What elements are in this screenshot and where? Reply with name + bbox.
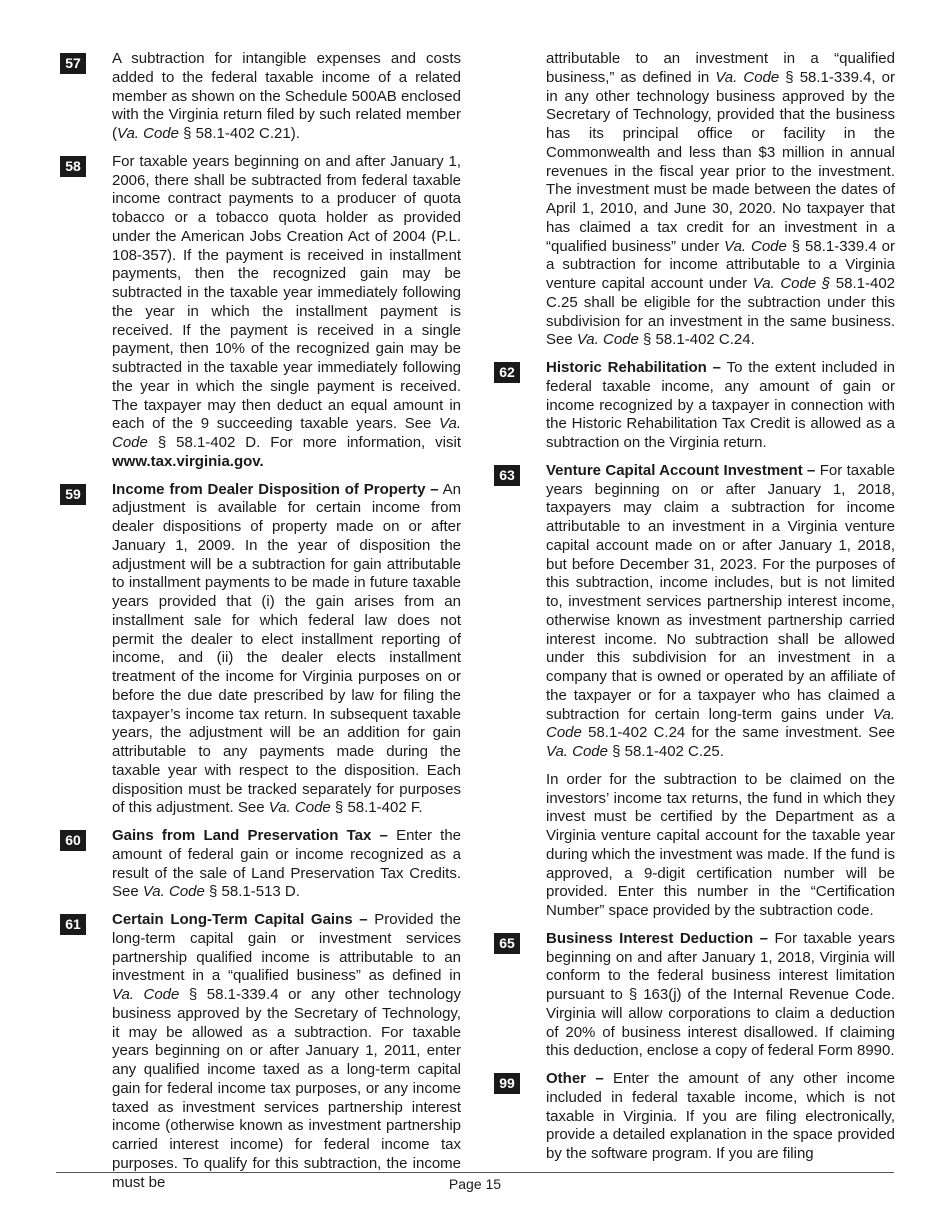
body-text: Enter the amount of federal gain or income recognized as a result of the sale of Land Preservation Tax Credits. See <box>112 827 462 901</box>
body-text: For taxable years beginning on and after January 1, 2018, Virginia will conform to the federal business interest limitation pursuant to § 163(j) of the Internal Revenue Code. Virginia will allow corporations to claim a deduction of 20% of business interest disallowed. If claiming this deduction, enclose a copy of federal Form 8990. <box>546 929 895 1060</box>
continuation-paragraph <box>490 771 895 921</box>
item-text <box>546 771 895 921</box>
body-text: § 58.1-402 F. <box>330 799 423 817</box>
right-column <box>490 50 895 1173</box>
code-citation: Va. Code <box>117 125 179 142</box>
subtraction-item-60 <box>56 827 461 902</box>
item-text <box>112 911 461 1192</box>
item-text <box>112 50 461 144</box>
subtraction-item-99 <box>490 1070 895 1164</box>
subtraction-item-59 <box>56 481 461 819</box>
code-citation: Va. Code <box>268 799 331 817</box>
body-text: § 58.1-402 D. For more information, visit <box>147 434 461 451</box>
left-column <box>56 50 461 1201</box>
item-text <box>112 827 461 902</box>
code-citation: Va. Code <box>142 883 205 901</box>
body-text: In order for the subtraction to be claimed on the investors’ income tax returns, the fund in which they invest must be certified by the Department as a Virginia venture capital account for the taxable year during which the investment was made. If the fund is approved, a 9-digit certification number will be provided. Enter this number in the “Certification Number” space provided by the subtraction code. <box>546 770 895 919</box>
item-heading: Certain Long-Term Capital Gains – <box>112 911 368 928</box>
body-text: Enter the amount of any other income included in federal taxable income, which is not taxable in Virginia. If you are filing electronically, provide a detailed explanation in the space provided by the software program. If you are filing <box>546 1070 895 1162</box>
item-number-badge: 61 <box>60 914 86 935</box>
subtraction-item-61 <box>56 911 461 1192</box>
continuation-paragraph <box>490 50 895 350</box>
item-number-badge: 62 <box>494 362 520 383</box>
code-citation: Va. Code <box>112 986 180 1003</box>
item-text <box>546 930 895 1061</box>
body-text: § 58.1-513 D. <box>204 883 300 901</box>
website-link-text: www.tax.virginia.gov. <box>112 452 264 470</box>
body-text: § 58.1-402 C.24. <box>638 331 755 349</box>
body-text: Provided the long-term capital gain or investment services partnership qualified income is attributable to an investment in a “qualified business” as defined in <box>112 911 461 985</box>
body-text: § 58.1-339.4, or in any other technology business approved by the Secretary of Technology, provided that the business has its principal office or facility in the Commonwealth and less than $3 million in annual revenues in the fiscal year prior to the investment. The investment must be made between the dates of April 1, 2010, and June 30, 2020. No taxpayer that has claimed a tax credit for an investment in a “qualified business” under <box>546 68 895 255</box>
item-number-badge: 57 <box>60 53 86 74</box>
body-text: 58.1-402 C.24 for the same investment. See <box>581 724 895 742</box>
item-number-badge: 65 <box>494 933 520 954</box>
subtraction-item-63 <box>490 462 895 762</box>
code-citation: Va. Code <box>715 68 780 86</box>
subtraction-item-58 <box>56 153 461 472</box>
item-text <box>546 50 895 350</box>
body-text: § 58.1-339.4 or any other technology business approved by the Secretary of Technology, it may be allowed as a subtraction. For taxable years beginning on or after January 1, 2011, enter any qualified income taxed as a long-term capital gain for federal income tax purposes, or any income taxed as investment services partnership interest income (otherwise known as investment partnership carried interest income) for federal income tax purposes. To qualify for this subtraction, the income must be <box>112 986 461 1191</box>
body-text: An adjustment is available for certain income from dealer dispositions of property made on or after January 1, 2009. In the year of disposition the adjustment will be a subtraction for gain attributable to installment payments to be made in future taxable years provided that (i) the gain arises from an installment sale for which federal law does not permit the dealer to elect installment reporting of income, and (ii) the dealer elects installment treatment of the income for Virginia purposes on or before the due date prescribed by law for filing the taxpayer’s income tax return. In subsequent taxable years, the adjustment will be an addition for gain attributable to any payments made during the taxable year with respect to the disposition. Each disposition must be tracked separately for purposes of this adjustment. See <box>112 480 461 817</box>
subtraction-item-62 <box>490 359 895 453</box>
footer-rule <box>56 1172 894 1173</box>
item-text <box>546 1070 895 1164</box>
item-heading: Income from Dealer Disposition of Property – <box>112 480 439 498</box>
code-citation: Va. Code <box>724 237 787 255</box>
body-text: § 58.1-339.4 or a subtraction for income attributable to a Virginia venture capital account under <box>546 237 895 292</box>
item-text <box>112 481 461 819</box>
body-text: § 58.1-402 C.21). <box>179 125 300 142</box>
item-text <box>546 359 895 453</box>
code-citation: Va. Code <box>112 415 461 451</box>
item-heading: Business Interest Deduction – <box>546 929 768 947</box>
code-citation: Va. Code § <box>752 275 831 292</box>
body-text: attributable to an investment in a “qualified business,” as defined in <box>546 50 895 86</box>
body-text: 58.1-402 C.25 shall be eligible for the subtraction under this subdivision for an investment in the same business. See <box>546 275 896 349</box>
item-text <box>546 462 895 762</box>
item-number-badge: 59 <box>60 484 86 505</box>
code-citation: Va. Code <box>576 331 639 349</box>
item-number-badge: 60 <box>60 830 86 851</box>
item-heading: Gains from Land Preservation Tax – <box>112 827 388 844</box>
subtraction-item-57 <box>56 50 461 144</box>
page-number: Page 15 <box>448 1176 502 1192</box>
item-heading: Other – <box>546 1070 604 1087</box>
code-citation: Va. Code <box>546 705 895 742</box>
body-text: For taxable years beginning on and after January 1, 2006, there shall be subtracted from federal taxable income contract payments to a producer of quota tobacco or a tobacco quota holder as provided under the American Jobs Creation Act of 2004 (P.L. 108-357). If the payment is received in installment payments, then the recognized gain may be subtracted in the taxable year immediately following the year in which the installment payment is received. If the payment is received in a single payment, then 10% of the recognized gain may be subtracted in the taxable year immediately following the year in which the single payment is received. The taxpayer may then deduct an equal amount in each of the 9 succeeding taxable years. See <box>112 152 461 433</box>
subtraction-item-65 <box>490 930 895 1061</box>
item-heading: Venture Capital Account Investment – <box>546 461 816 479</box>
body-text: A subtraction for intangible expenses and costs added to the federal taxable income of a related member as shown on the Schedule 500AB enclosed with the Virginia return filed by such related member ( <box>112 50 461 142</box>
item-number-badge: 63 <box>494 465 520 486</box>
item-text <box>112 153 461 472</box>
item-number-badge: 99 <box>494 1073 520 1094</box>
body-text: To the extent included in federal taxable income, any amount of gain or income recognized by a taxpayer in connection with the Historic Rehabilitation Tax Credit is allowed as a subtraction on the Virginia return. <box>546 359 895 451</box>
body-text: § 58.1-402 C.25. <box>608 743 724 760</box>
body-text: For taxable years beginning on or after January 1, 2018, taxpayers may claim a subtraction for income attributable to an investment in a Virginia venture capital account made on or after January 1, 2018, but before December 31, 2023. For the purposes of this subtraction, income includes, but is not limited to, investment services partnership interest income, otherwise known as investment partnership carried interest income. No subtraction shall be allowed under this subdivision for an investment in a company that is owned or operated by an affiliate of the taxpayer or for a taxpayer who has claimed a subtraction for certain long-term gains under <box>546 461 895 723</box>
item-heading: Historic Rehabilitation – <box>546 359 722 376</box>
item-number-badge: 58 <box>60 156 86 177</box>
code-citation: Va. Code <box>546 743 608 760</box>
